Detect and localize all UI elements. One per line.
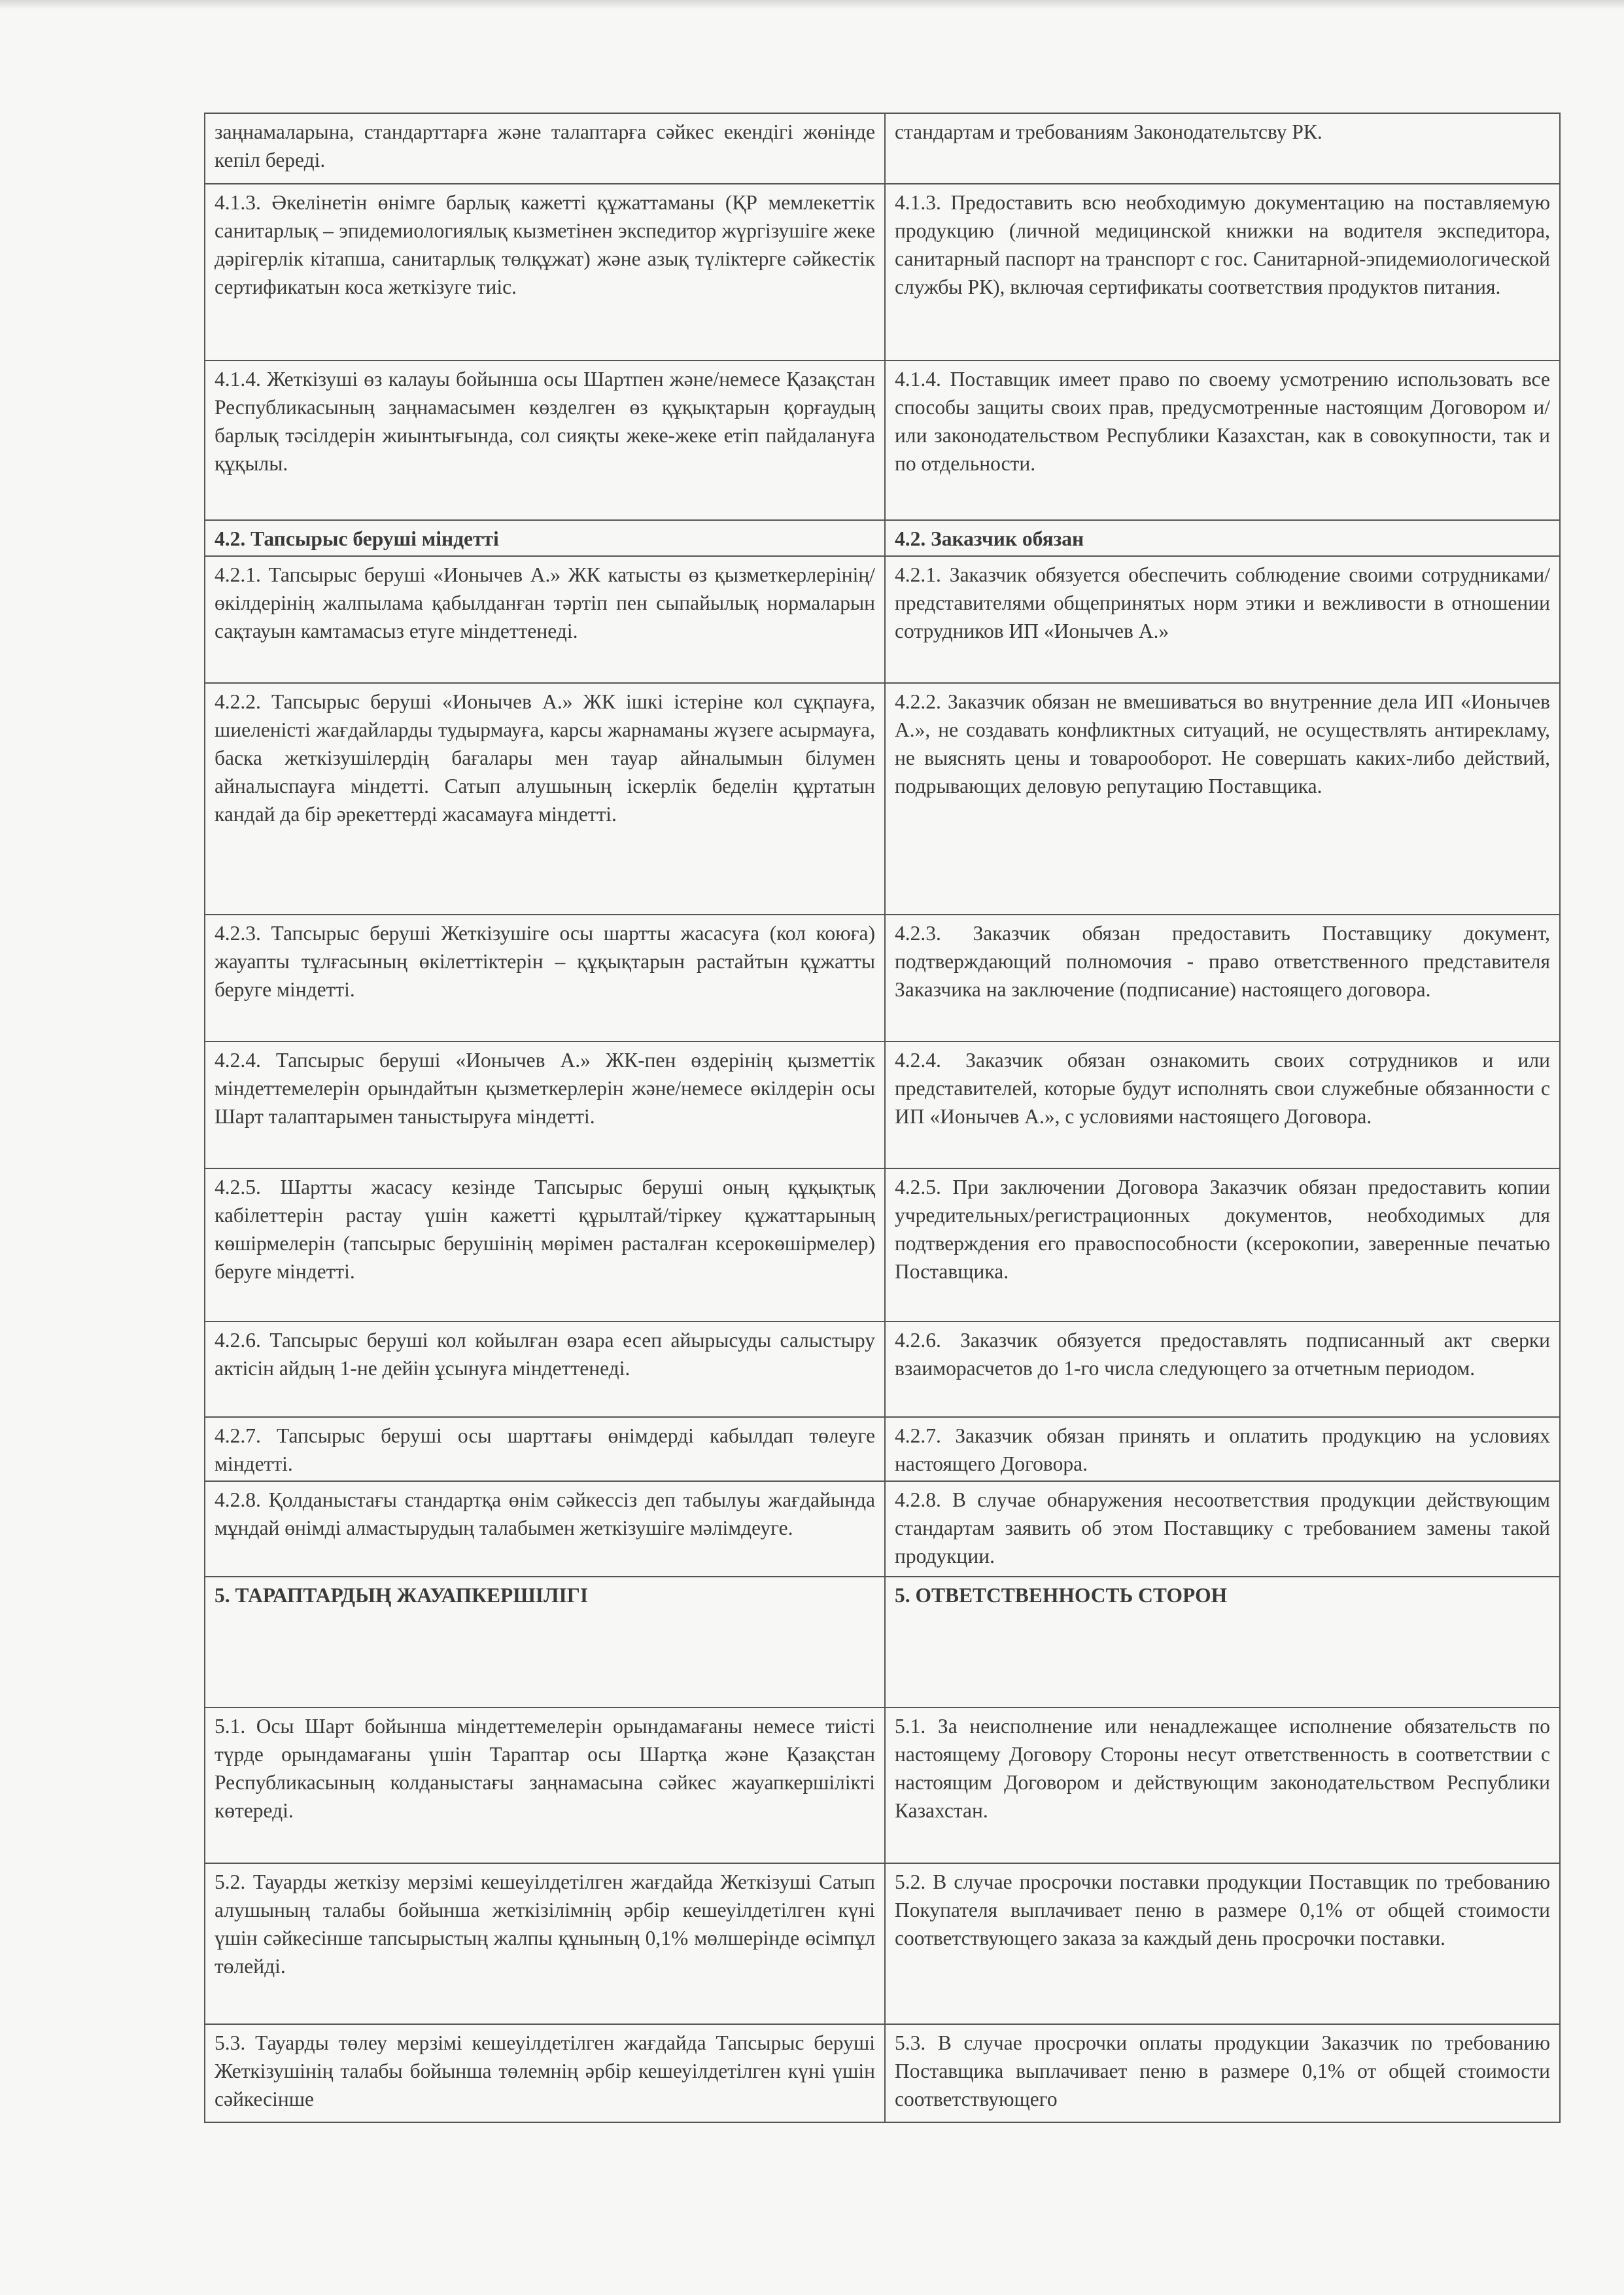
russian-text-cell: 5.2. В случае просрочки поставки продукции Поставщик по требованию Покупателя выплачивает пеню в размере 0,1% от общей стоимости соответствующего заказа за каждый день просрочки поставки. (885, 1863, 1560, 2024)
table-row (205, 1708, 1560, 1863)
table-row (205, 1042, 1560, 1168)
table-row (205, 1577, 1560, 1708)
russian-text-cell: стандартам и требованиям Законодательтсву РК. (885, 113, 1560, 184)
russian-text-cell: 4.2.7. Заказчик обязан принять и оплатить продукцию на условиях настоящего Договора. (885, 1417, 1560, 1481)
scan-edge-shadow (0, 0, 1624, 9)
russian-text-cell: 4.2.5. При заключении Договора Заказчик обязан предоставить копии учредительных/регистрационных документов, необходимых для подтверждения его правоспособности (ксерокопии, заверенные печатью Поставщика. (885, 1168, 1560, 1322)
kazakh-text-cell: 4.1.3. Әкелінетін өнімге барлық кажетті құжаттаманы (ҚР мемлекеттік санитарлық – эпидемиологиялық кызметінен экспедитор жүргізушіге жеке дәрігерлік кітапша, санитарлық төлқұжат) және азық түліктерге сәйкестік сертификатын коса жеткізуге тиіс. (205, 184, 885, 360)
kazakh-text-cell: 4.2.4. Тапсырыс беруші «Ионычев А.» ЖК-пен өздерінің қызметтік міндеттемелерін орындайтын қызметкерлерін және/немесе өкілдерін осы Шарт талаптарымен таныстыруға міндетті. (205, 1042, 885, 1168)
table-row (205, 1168, 1560, 1322)
russian-text-cell: 4.2.2. Заказчик обязан не вмешиваться во внутренние дела ИП «Ионычев А.», не создавать конфликтных ситуаций, не осуществлять антирекламу, не выяснять цены и товарооборот. Не совершать каких-либо действий, подрывающих деловую репутацию Поставщика. (885, 683, 1560, 915)
table-row (205, 915, 1560, 1042)
russian-text-cell: 4.2.6. Заказчик обязуется предоставлять подписанный акт сверки взаиморасчетов до 1-го числа следующего за отчетным периодом. (885, 1322, 1560, 1417)
kazakh-text-cell: 4.2.6. Тапсырыс беруші кол койылған өзара есеп айырысуды салыстыру актісін айдың 1-не дейін ұсынуға міндеттенеді. (205, 1322, 885, 1417)
section-heading-kz: 5. ТАРАПТАРДЫҢ ЖАУАПКЕРШІЛІГІ (205, 1577, 885, 1708)
kazakh-text-cell: 4.2.1. Тапсырыс беруші «Ионычев А.» ЖК катысты өз қызметкерлерінің/өкілдерінің жалпылама қабылданған тәртіп пен сыпайылық нормаларын сақтауын камтамасыз етуге міндеттенеді. (205, 556, 885, 683)
kazakh-text-cell: 5.1. Осы Шарт бойынша міндеттемелерін орындамағаны немесе тиісті түрде орындамағаны үшін Тараптар осы Шартқа және Қазақстан Республикасының колданыстағы заңнамасына сәйкес жауапкершілікті көтереді. (205, 1708, 885, 1863)
russian-text-cell: 4.2.4. Заказчик обязан ознакомить своих сотрудников и или представителей, которые будут исполнять свои служебные обязанности с ИП «Ионычев А.», с условиями настоящего Договора. (885, 1042, 1560, 1168)
kazakh-text-cell: 4.2.5. Шартты жасасу кезінде Тапсырыс беруші оның құқықтық кабілеттерін растау үшін кажетті құрылтай/тіркеу құжаттарының көшірмелерін (тапсырыс берушінің мөрімен расталған ксерокөшірмелер) беруге міндетті. (205, 1168, 885, 1322)
kazakh-text-cell: 4.2.7. Тапсырыс беруші осы шарттағы өнімдерді кабылдап төлеуге міндетті. (205, 1417, 885, 1481)
table-row (205, 1417, 1560, 1481)
section-heading-ru: 5. ОТВЕТСТВЕННОСТЬ СТОРОН (885, 1577, 1560, 1708)
table-row (205, 1322, 1560, 1417)
table-row (205, 556, 1560, 683)
russian-text-cell: 4.2.1. Заказчик обязуется обеспечить соблюдение своими сотрудниками/представителями общепринятых норм этики и вежливости в отношении сотрудников ИП «Ионычев А.» (885, 556, 1560, 683)
kazakh-text-cell: 5.2. Тауарды жеткізу мерзімі кешеуілдетілген жағдайда Жеткізуші Сатып алушының талабы бойынша жеткізілімнің әрбір кешеуілдетілген күні үшін сәйкесінше тапсырыстың жалпы құнының 0,1% мөлшерінде өсімпұл төлейді. (205, 1863, 885, 2024)
table-row (205, 113, 1560, 184)
subsection-heading-ru: 4.2. Заказчик обязан (885, 520, 1560, 556)
kazakh-text-cell: заңнамаларына, стандарттарға және талаптарға сәйкес екендігі жөнінде кепіл береді. (205, 113, 885, 184)
subsection-heading-kz: 4.2. Тапсырыс беруші міндетті (205, 520, 885, 556)
russian-text-cell: 5.1. За неисполнение или ненадлежащее исполнение обязательств по настоящему Договору Стороны несут ответственность в соответствии с настоящим Договором и действующим законодательством Республики Казахстан. (885, 1708, 1560, 1863)
russian-text-cell: 5.3. В случае просрочки оплаты продукции Заказчик по требованию Поставщика выплачивает пеню в размере 0,1% от общей стоимости соответствующего (885, 2024, 1560, 2122)
bilingual-contract-table (204, 113, 1561, 2123)
kazakh-text-cell: 4.2.3. Тапсырыс беруші Жеткізушіге осы шартты жасасуға (кол коюға) жауапты тұлғасының өкілеттіктерін – құқықтарын растайтын құжатты беруге міндетті. (205, 915, 885, 1042)
russian-text-cell: 4.1.3. Предоставить всю необходимую документацию на поставляемую продукцию (личной медицинской книжки на водителя экспедитора, санитарный паспорт на транспорт с гос. Санитарной-эпидемиологической службы РК), включая сертификаты соответствия продуктов питания. (885, 184, 1560, 360)
table-row (205, 184, 1560, 360)
kazakh-text-cell: 5.3. Тауарды төлеу мерзімі кешеуілдетілген жағдайда Тапсырыс беруші Жеткізушінің талабы бойынша төлемнің әрбір кешеуілдетілген күні үшін сәйкесінше (205, 2024, 885, 2122)
table-row (205, 360, 1560, 520)
table-row (205, 2024, 1560, 2122)
table-row (205, 1863, 1560, 2024)
table-row (205, 520, 1560, 556)
russian-text-cell: 4.2.8. В случае обнаружения несоответствия продукции действующим стандартам заявить об этом Поставщику с требованием замены такой продукции. (885, 1481, 1560, 1577)
russian-text-cell: 4.2.3. Заказчик обязан предоставить Поставщику документ, подтверждающий полномочия - право ответственного представителя Заказчика на заключение (подписание) настоящего договора. (885, 915, 1560, 1042)
kazakh-text-cell: 4.2.2. Тапсырыс беруші «Ионычев А.» ЖК ішкі істеріне кол сұқпауға, шиеленісті жағдайларды тудырмауға, карсы жарнаманы жүзеге асырмауға, баска жеткізушілердің бағалары мен тауар айналымын білумен айналыспауға міндетті. Сатып алушының іскерлік беделін құртатын кандай да бір әрекеттерді жасамауға міндетті. (205, 683, 885, 915)
kazakh-text-cell: 4.1.4. Жеткізуші өз калауы бойынша осы Шартпен және/немесе Қазақстан Республикасының заңнамасымен көзделген өз құқықтарын қорғаудың барлық тәсілдерін жиынтығында, сол сияқты жеке-жеке етіп пайдалануға құқылы. (205, 360, 885, 520)
russian-text-cell: 4.1.4. Поставщик имеет право по своему усмотрению использовать все способы защиты своих прав, предусмотренные настоящим Договором и/или законодательством Республики Казахстан, как в совокупности, так и по отдельности. (885, 360, 1560, 520)
table-row (205, 1481, 1560, 1577)
kazakh-text-cell: 4.2.8. Қолданыстағы стандартқа өнім сәйкессіз деп табылуы жағдайында мұндай өнімді алмастырудың талабымен жеткізушіге мәлімдеуге. (205, 1481, 885, 1577)
table-row (205, 683, 1560, 915)
